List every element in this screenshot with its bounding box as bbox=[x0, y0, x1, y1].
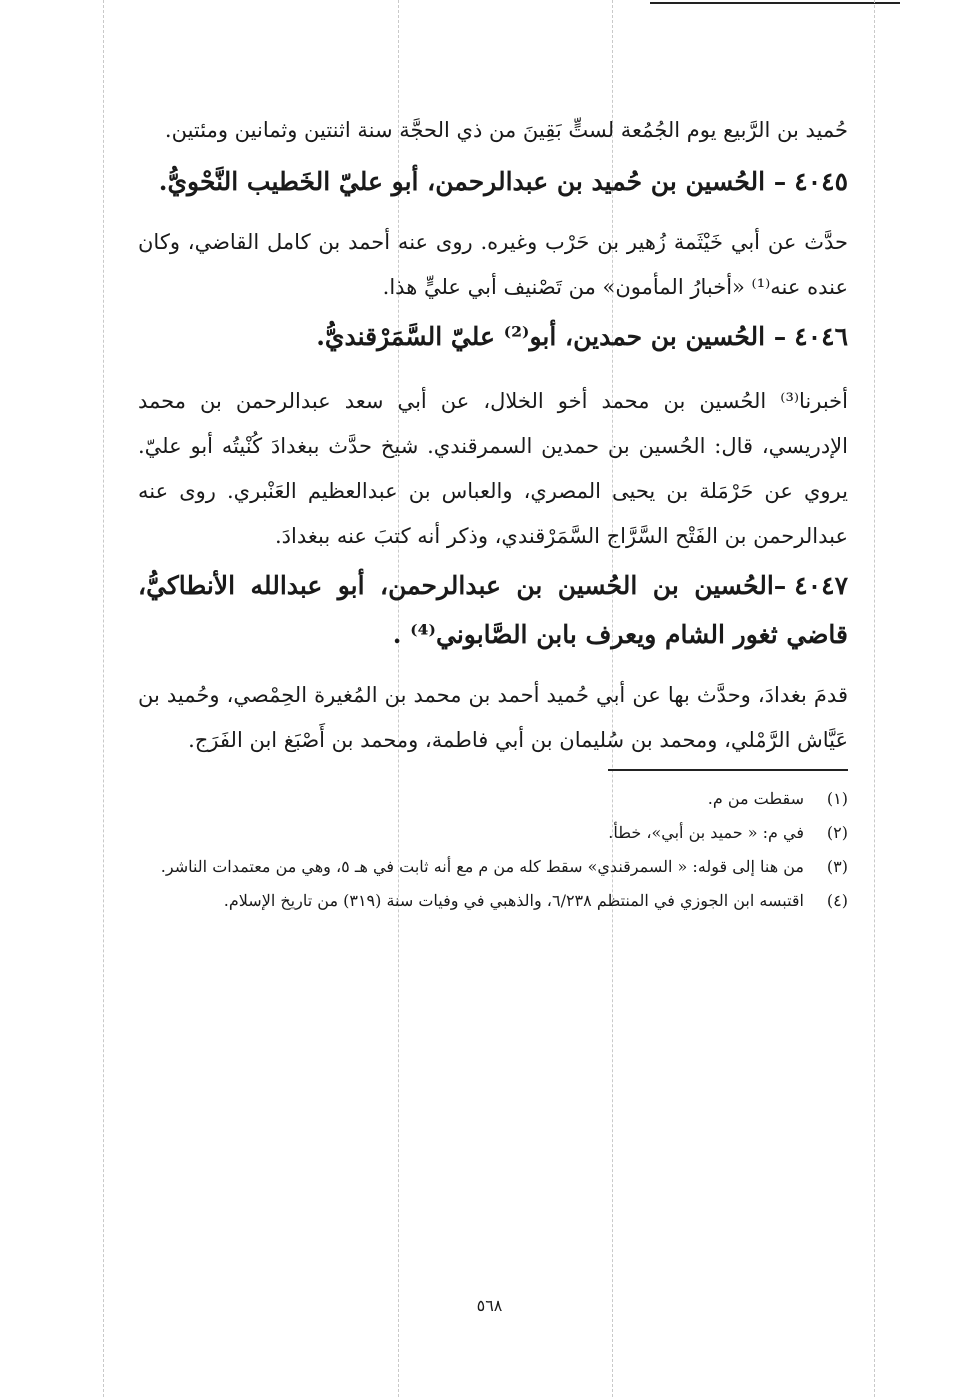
footnote-number: (٤) bbox=[826, 891, 848, 910]
paragraph-1: حُميد بن الرَّبيع يوم الجُمُعة لستٍّ بَقِينَ من ذي الحجَّة سنة اثنتين وثمانين ومئتين. bbox=[164, 118, 848, 142]
footnote-text: اقتبسه ابن الجوزي في المنتظم ٦/٢٣٨، والذهبي في وفيات سنة (٣١٩) من تاريخ الإسلام. bbox=[223, 891, 804, 910]
entry-title: – الحُسين بن حمدين، أبو⁽²⁾ عليّ السَّمَرْقنديُّ. bbox=[316, 322, 787, 351]
scan-guide-line bbox=[874, 0, 875, 1397]
footnote-text: في م: « حميد بن أبي»، خطأ. bbox=[608, 823, 804, 842]
scan-guide-line bbox=[103, 0, 104, 1397]
footnote-text: سقطت من م. bbox=[707, 789, 804, 808]
entry-number: ٤٠٤٥ bbox=[794, 167, 848, 196]
paragraph-4: قدمَ بغدادَ، وحدَّث بها عن أبي حُميد أحمد بن محمد بن المُغيرة الحِمْصي، وحُميد بن عَيَّاش الرَّمْلي، ومحمد بن سُليمان بن أبي فاطمة، ومحمد بن أَصْبَغ ابن الفَرَج. bbox=[138, 683, 848, 752]
entry-title: – الحُسين بن حُميد بن عبدالرحمن، أبو عليّ الخَطيب النَّحْويُّ. bbox=[158, 167, 787, 196]
footnote-number: (٢) bbox=[826, 823, 848, 842]
entry-number: ٤٠٤٦ bbox=[794, 322, 848, 351]
entry-heading-4045 bbox=[138, 157, 848, 206]
footnote bbox=[138, 785, 848, 813]
page-body bbox=[138, 108, 848, 921]
footnote-number: (١) bbox=[826, 789, 848, 808]
entry-heading-4047 bbox=[138, 561, 848, 659]
footnote bbox=[138, 819, 848, 847]
paragraph-3: أخبرنا⁽³⁾ الحُسين بن محمد أخو الخلال، عن أبي سعد عبدالرحمن بن محمد الإدريسي، قال: الحُسين بن حمدين السمرقندي. شيخ حدَّث ببغدادَ كُنْيتُه أبو عليّ. يروي عن حَرْمَلة بن يحيى المصري، والعباس بن عبدالعظيم العَنْبري. روى عنه عبدالرحمن بن الفَتْح السَّرَّاج السَّمَرْقندي، وذكر أنه كتبَ عنه ببغدادَ. bbox=[138, 389, 848, 548]
entry-number: ٤٠٤٧ bbox=[794, 571, 848, 600]
footnote-text: من هنا إلى قوله: « السمرقندي» سقط كله من م مع أنه ثابت في هـ ٥، وهي من معتمدات الناشر. bbox=[160, 857, 804, 876]
footnote-number: (٣) bbox=[826, 857, 848, 876]
entry-heading-4046 bbox=[138, 312, 848, 361]
footnote bbox=[138, 853, 848, 881]
footnote-separator bbox=[608, 769, 848, 771]
paragraph-2: حدَّث عن أبي خَيْثَمة زُهير بن حَرْب وغيره. روى عنه أحمد بن كامل القاضي، وكان عنده عنه⁽¹⁾ «أخبارُ المأمون» من تَصْنيف أبي عليٍّ هذا. bbox=[138, 230, 848, 299]
entry-title: –الحُسين بن الحُسين بن عبدالرحمن، أبو عبدالله الأنطاكيُّ، قاضي ثغور الشام ويعرف بابن الصَّابوني⁽⁴⁾ . bbox=[138, 571, 848, 649]
footnote bbox=[138, 887, 848, 915]
page-number: ٥٦٨ bbox=[476, 1296, 503, 1315]
top-border-line bbox=[650, 2, 900, 4]
